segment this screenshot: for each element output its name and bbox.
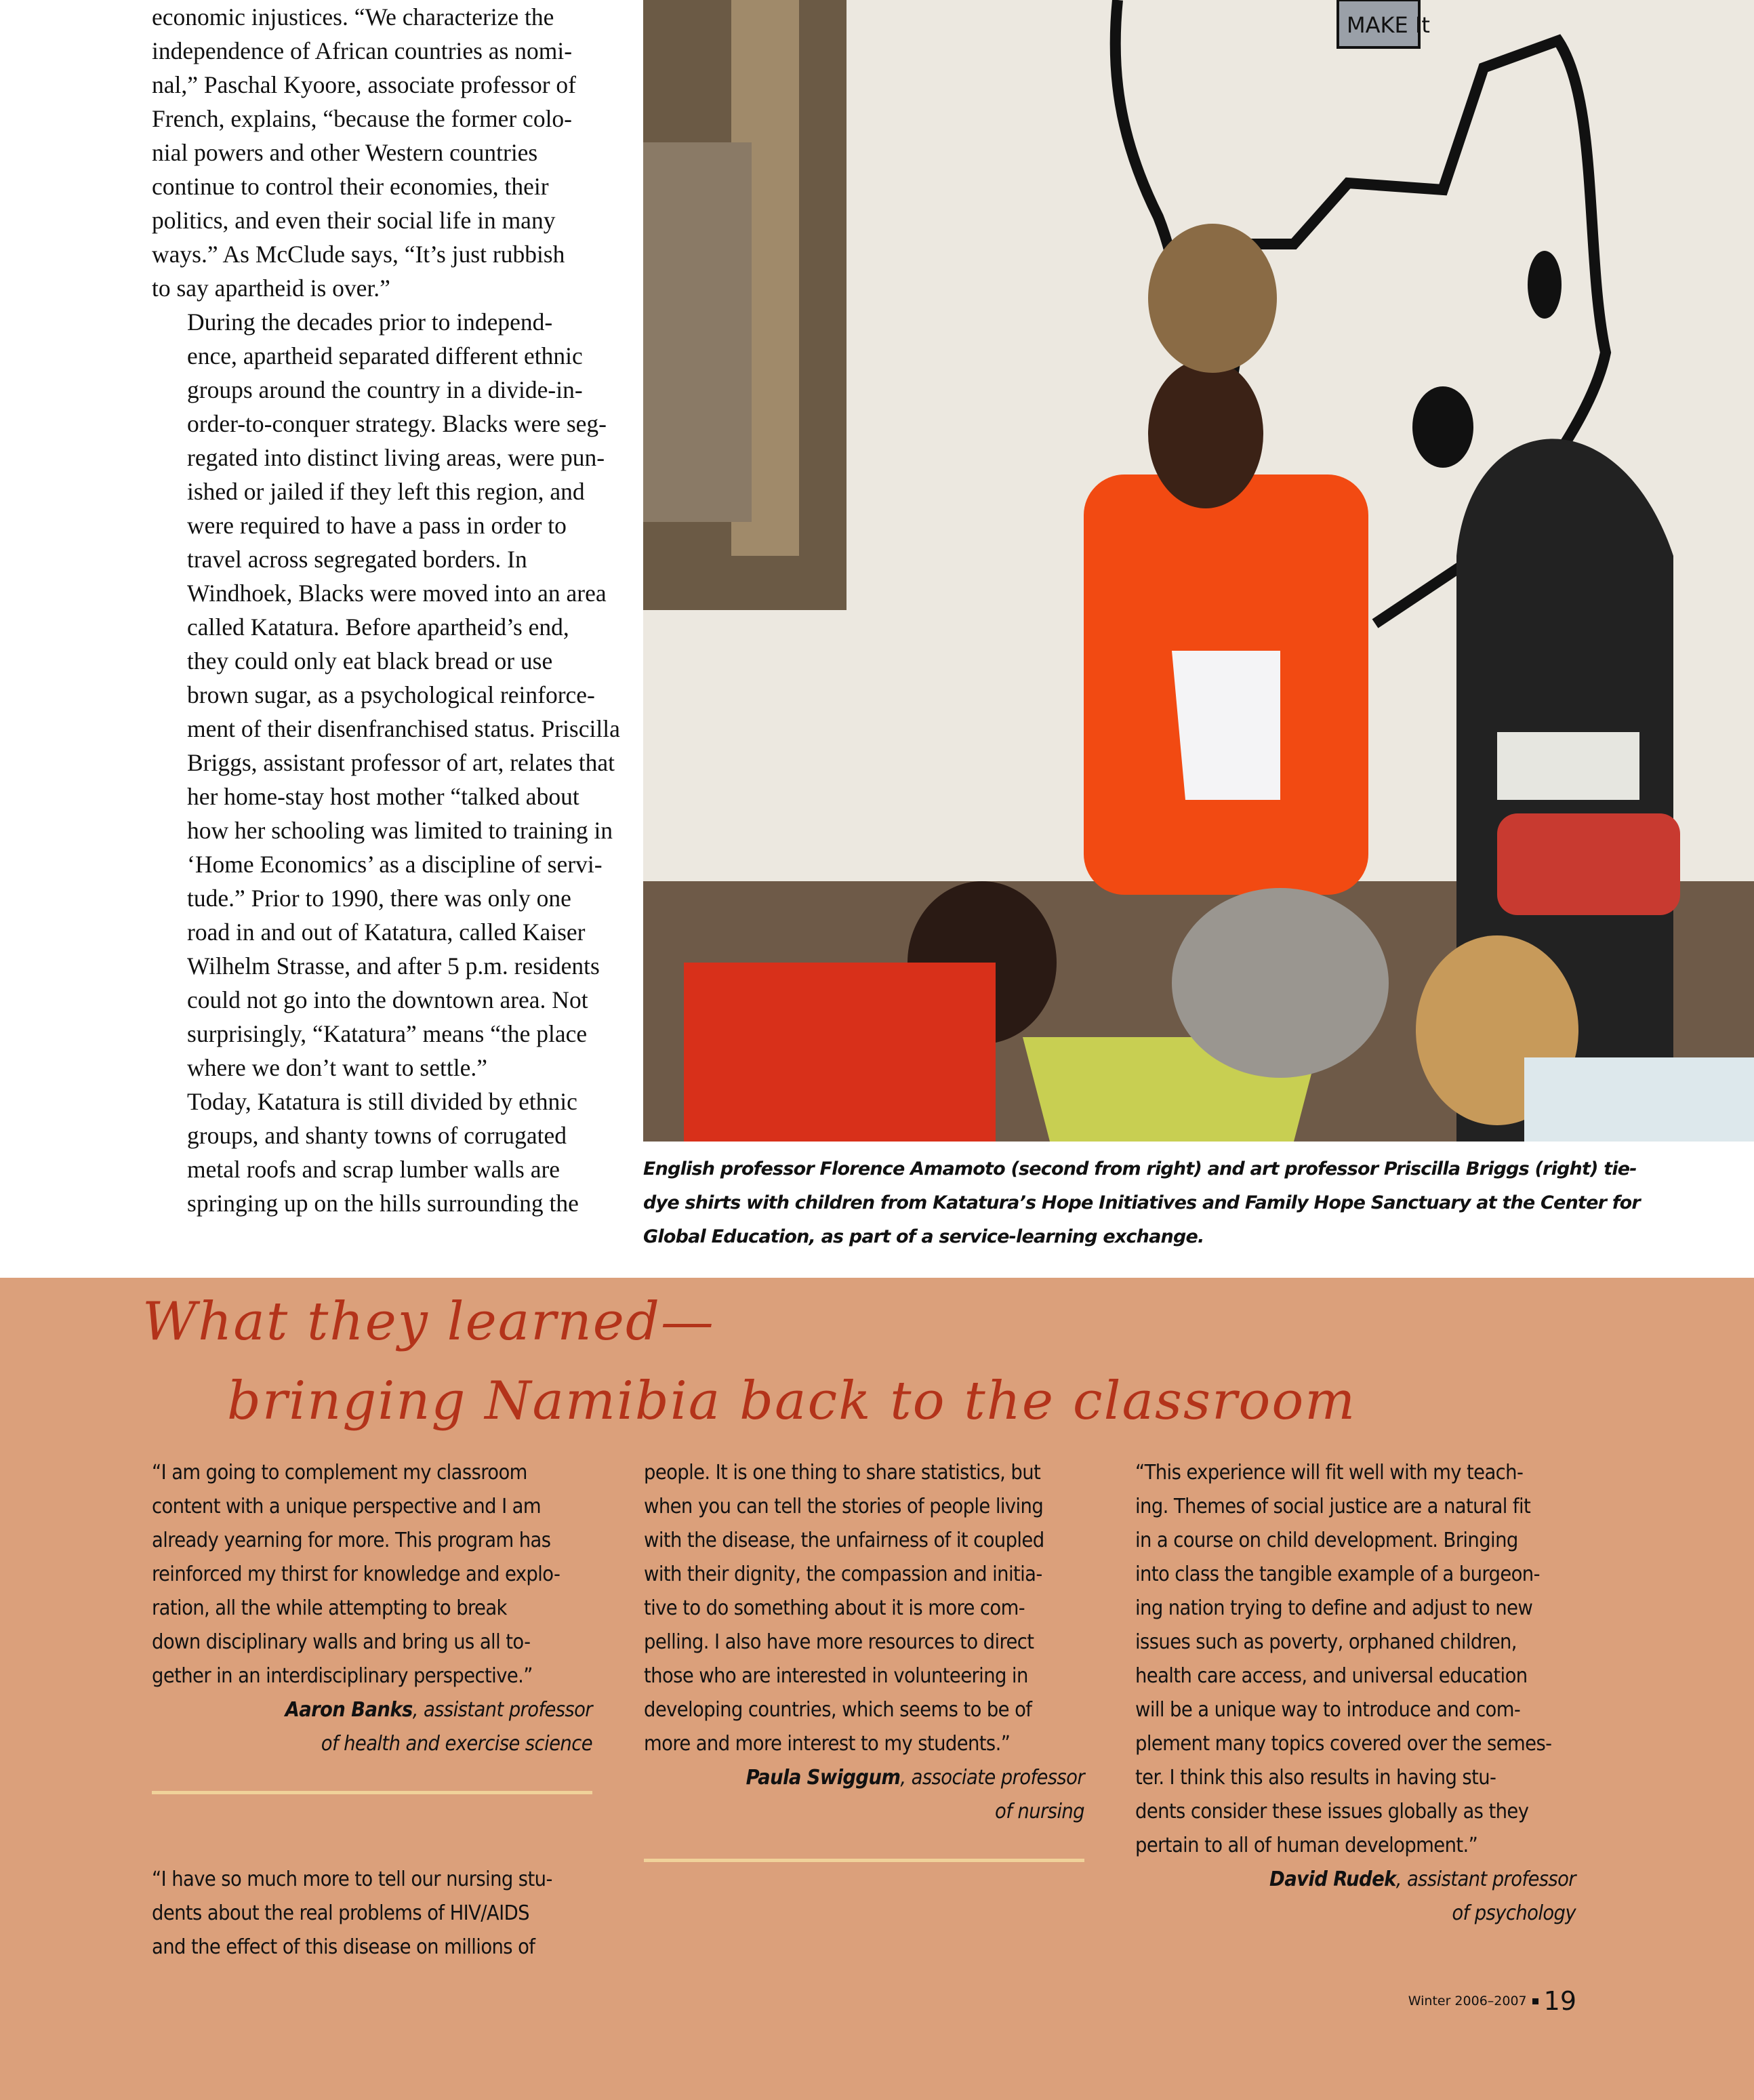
- quote-line: content with a unique perspective and I am: [152, 1495, 542, 1518]
- mural-blot: [1412, 386, 1473, 468]
- text-line: ished or jailed if they left this region, and: [187, 478, 585, 505]
- page-folio: [1408, 1986, 1576, 2016]
- text-line: were required to have a pass in order to: [187, 512, 567, 539]
- text-line: travel across segregated borders. In: [187, 546, 527, 573]
- caption-line: dye shirts with children from Katatura’s Hope Initiatives and Family Hope Sanctuary at the Center for: [643, 1192, 1640, 1213]
- child-red-shirt: [684, 963, 996, 1142]
- issue-date: Winter 2006–2007: [1408, 1994, 1527, 2008]
- quote-line: dents about the real problems of HIV/AIDS: [152, 1901, 529, 1925]
- quote-line: pertain to all of human development.”: [1135, 1834, 1478, 1857]
- paragraph-2: [152, 305, 620, 1085]
- attribution: [1135, 1863, 1576, 1897]
- text-line: where we don’t want to settle.”: [187, 1054, 487, 1081]
- quote-column-1: [152, 1456, 592, 1964]
- text-line: brown sugar, as a psychological reinforce-: [187, 681, 595, 708]
- quote-line: tive to do something about it is more com-: [644, 1596, 1025, 1620]
- text-line: nal,” Paschal Kyoore, associate professor of: [152, 71, 576, 98]
- quote-line: health care access, and universal education: [1135, 1664, 1528, 1688]
- quote-line: reinforced my thirst for knowledge and explo-: [152, 1562, 560, 1586]
- text-line: groups, and shanty towns of corrugated: [187, 1122, 567, 1149]
- text-line: could not go into the downtown area. Not: [187, 986, 588, 1013]
- bullet-separator-icon: [1532, 1998, 1538, 2004]
- quote-column-2: [644, 1456, 1084, 1829]
- quote-line: with their dignity, the compassion and initia-: [644, 1562, 1042, 1586]
- photo-illustration: [643, 0, 1754, 1142]
- quote-line: down disciplinary walls and bring us all to-: [152, 1630, 531, 1654]
- text-line: surprisingly, “Katatura” means “the place: [187, 1020, 588, 1047]
- face: [1148, 359, 1263, 508]
- quote-line: pelling. I also have more resources to direct: [644, 1630, 1034, 1654]
- article-body: [152, 0, 620, 1220]
- quote-line: dents consider these issues globally as they: [1135, 1800, 1529, 1823]
- text-line: ment of their disenfranchised status. Priscilla: [187, 715, 620, 742]
- quote-line: already yearning for more. This program has: [152, 1529, 551, 1552]
- article-photo: [643, 0, 1754, 1142]
- sidebar-title-line1: What they learned—: [142, 1291, 715, 1352]
- quote-paula-swiggum-part1: [152, 1863, 592, 1964]
- text-line: Wilhelm Strasse, and after 5 p.m. residents: [187, 952, 600, 980]
- text-line: independence of African countries as nomi-: [152, 37, 573, 64]
- quote-line: “I am going to complement my classroom: [152, 1461, 527, 1485]
- papers-on-chair: [1497, 732, 1639, 800]
- quote-line: with the disease, the unfairness of it coupled: [644, 1529, 1044, 1552]
- quote-paula-swiggum-part2: [644, 1456, 1084, 1761]
- page-number: 19: [1543, 1986, 1576, 2016]
- quote-line: and the effect of this disease on millions of: [152, 1935, 535, 1959]
- quote-column-3: [1135, 1456, 1576, 1931]
- quote-line: people. It is one thing to share statistics, but: [644, 1461, 1041, 1485]
- sidebar-title-line2: bringing Namibia back to the classroom: [227, 1371, 1357, 1432]
- text-line: continue to control their economies, their: [152, 173, 549, 200]
- paragraph-3: [152, 1085, 599, 1220]
- divider-rule: [644, 1859, 1084, 1862]
- text-line: how her schooling was limited to training in: [187, 817, 613, 844]
- attribution-title-line2: of health and exercise science: [321, 1732, 592, 1756]
- quote-line: will be a unique way to introduce and com-: [1135, 1698, 1521, 1722]
- quote-david-rudek: [1135, 1456, 1576, 1863]
- text-line: metal roofs and scrap lumber walls are: [187, 1156, 560, 1183]
- quote-line: more and more interest to my students.”: [644, 1732, 1011, 1756]
- text-line: order-to-conquer strategy. Blacks were seg-: [187, 410, 607, 437]
- text-line: ways.” As McClude says, “It’s just rubbish: [152, 241, 565, 268]
- quote-line: “This experience will fit well with my teach-: [1135, 1461, 1524, 1485]
- text-line: to say apartheid is over.”: [152, 275, 390, 302]
- quote-line: “I have so much more to tell our nursing stu-: [152, 1867, 552, 1891]
- text-line: tude.” Prior to 1990, there was only one: [187, 885, 571, 912]
- text-line: Windhoek, Blacks were moved into an area: [187, 580, 607, 607]
- mural-dot: [1528, 251, 1562, 319]
- quote-line: developing countries, which seems to be of: [644, 1698, 1032, 1722]
- text-line: During the decades prior to independ-: [187, 308, 553, 336]
- text-line: French, explains, “because the former colo-: [152, 105, 573, 132]
- mural-sign-text: MAKE It: [1347, 12, 1430, 38]
- apron: [1172, 651, 1280, 800]
- text-line: called Katatura. Before apartheid’s end,: [187, 613, 569, 641]
- quote-line: into class the tangible example of a burgeon-: [1135, 1562, 1540, 1586]
- quote-line: when you can tell the stories of people living: [644, 1495, 1044, 1518]
- text-line: ‘Home Economics’ as a discipline of servi-: [187, 851, 603, 878]
- text-line: economic injustices. “We characterize the: [152, 3, 554, 31]
- leopard-headwrap: [1148, 224, 1277, 373]
- attribution-name: Paula Swiggum: [746, 1766, 901, 1790]
- attribution: [152, 1693, 592, 1727]
- wood-panel: [643, 142, 752, 522]
- text-line: road in and out of Katatura, called Kaiser: [187, 918, 586, 946]
- text-line: groups around the country in a divide-in-: [187, 376, 583, 403]
- chair-seat: [1497, 813, 1680, 915]
- attribution: [644, 1761, 1084, 1795]
- quote-line: plement many topics covered over the semes-: [1135, 1732, 1552, 1756]
- attribution-title-line2: of psychology: [1452, 1901, 1576, 1925]
- quote-line: gether in an interdisciplinary perspective.”: [152, 1664, 533, 1688]
- attribution-title-line2: of nursing: [995, 1800, 1084, 1823]
- text-line: they could only eat black bread or use: [187, 647, 553, 674]
- text-line: ence, apartheid separated different ethnic: [187, 342, 583, 369]
- caption-line: Global Education, as part of a service-learning exchange.: [643, 1226, 1204, 1247]
- light-blue-shirt: [1524, 1057, 1754, 1142]
- attribution-title: , assistant professor: [412, 1698, 592, 1722]
- quote-line: ing. Themes of social justice are a natural fit: [1135, 1495, 1531, 1518]
- photo-caption: [643, 1152, 1640, 1254]
- text-line: nial powers and other Western countries: [152, 139, 538, 166]
- text-line: politics, and even their social life in many: [152, 207, 556, 234]
- quote-line: issues such as poverty, orphaned children,: [1135, 1630, 1517, 1654]
- quote-line: ing nation trying to define and adjust to new: [1135, 1596, 1533, 1620]
- quote-line: those who are interested in volunteering in: [644, 1664, 1028, 1688]
- quote-line: in a course on child development. Bringing: [1135, 1529, 1518, 1552]
- attribution-name: Aaron Banks: [285, 1698, 413, 1722]
- caption-line: English professor Florence Amamoto (second from right) and art professor Priscilla Briggs (right) tie-: [643, 1158, 1637, 1179]
- text-line: Today, Katatura is still divided by ethnic: [187, 1088, 577, 1115]
- paragraph-1: [152, 0, 599, 305]
- text-line: her home-stay host mother “talked about: [187, 783, 579, 810]
- grey-hair: [1172, 888, 1389, 1078]
- text-line: regated into distinct living areas, were pun-: [187, 444, 605, 471]
- text-line: Briggs, assistant professor of art, relates that: [187, 749, 615, 776]
- attribution-title: , associate professor: [900, 1766, 1084, 1790]
- quote-line: ration, all the while attempting to break: [152, 1596, 507, 1620]
- divider-rule: [152, 1791, 592, 1794]
- quote-line: ter. I think this also results in having stu-: [1135, 1766, 1496, 1790]
- text-line: springing up on the hills surrounding the: [187, 1190, 579, 1217]
- quote-aaron-banks: [152, 1456, 592, 1693]
- attribution-title: , assistant professor: [1395, 1867, 1576, 1891]
- attribution-name: David Rudek: [1269, 1867, 1396, 1891]
